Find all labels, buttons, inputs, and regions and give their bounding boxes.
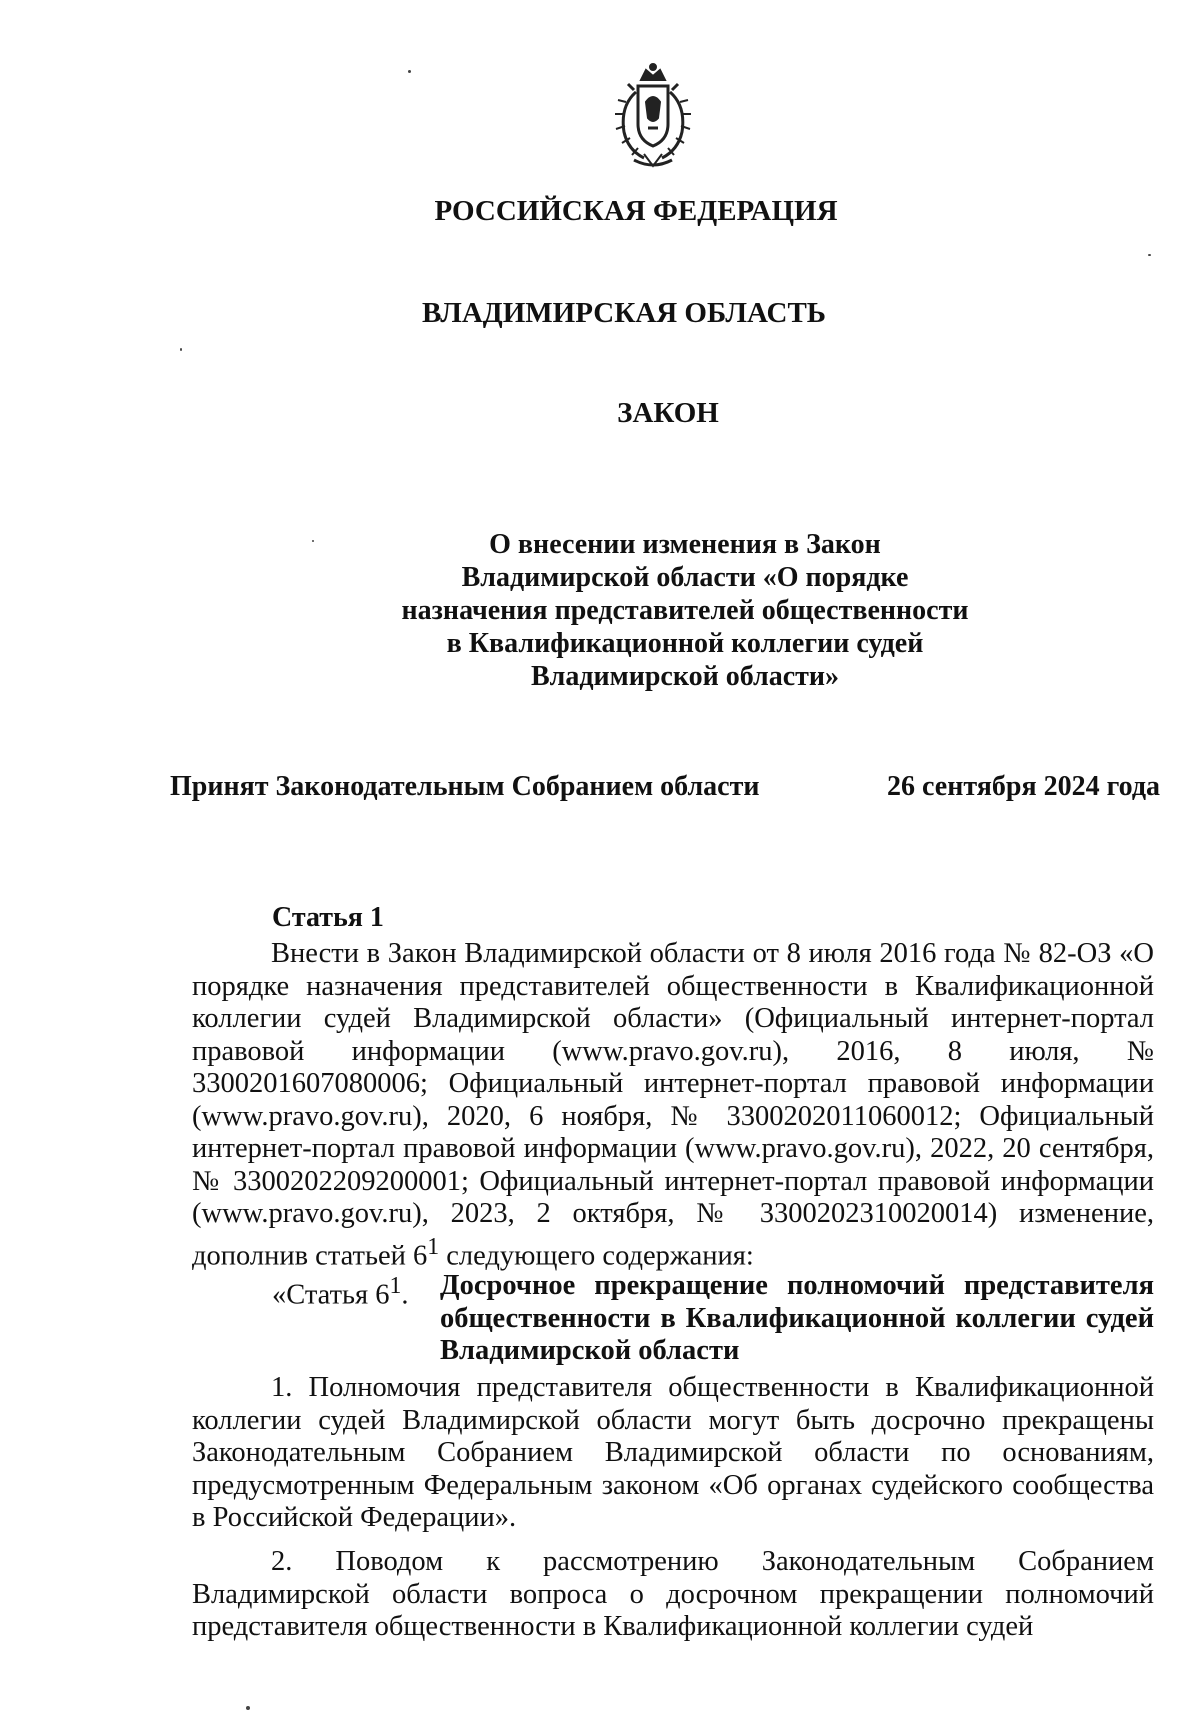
law-title-line: назначения представителей общественности [401, 595, 969, 626]
law-title-line: О внесении изменения в Закон [489, 529, 881, 560]
scan-speck [312, 540, 314, 542]
article-1-text [192, 938, 1154, 1273]
article-6-1-lead [272, 1270, 409, 1312]
paragraph-2-text: 2. Поводом к рассмотрению Законодательным Собранием Владимирской области вопроса о досрочном прекращении полномочий представителя общественности в Квалификационной коллегии судей [192, 1546, 1154, 1642]
article-1-heading: Статья 1 [272, 902, 384, 933]
scan-speck [246, 1706, 250, 1710]
law-title-line: Владимирской области «О порядке [461, 562, 909, 593]
scan-speck [1148, 254, 1151, 256]
adoption-label: Принят Законодательным Собранием области [170, 771, 760, 802]
paragraph-1-text: 1. Полномочия представителя общественности в Квалификационной коллегии судей Владимирской области могут быть досрочно прекращены Законодательным Собранием Владимирской области по основаниям, предусмотренным Федеральным законом «Об органах судейского сообщества в Российской Федерации». [192, 1372, 1154, 1533]
scan-speck [180, 348, 182, 351]
coat-of-arms-icon [608, 62, 698, 172]
article-1-text-main: Внести в Закон Владимирской области от 8 июля 2016 года № 82-ОЗ «О порядке назначения представителей общественности в Квалификационной коллегии судей Владимирской области» (Официальный интернет-портал правовой информации (www.pravo.gov.ru), 2016, 8 июля, № 3300201607080006; Официальный интернет-портал правовой информации (www.pravo.gov.ru), 2020, 6 ноября, № 3300202011060012; Официальный интернет-портал правовой информации (www.pravo.gov.ru), 2022, 20 сентября, № 3300202209200001; Официальный интернет-портал правовой информации (www.pravo.gov.ru), 2023, 2 октября, № 3300202310020014) изменение, дополнив статьей 6 [192, 938, 1154, 1271]
article-6-1-superscript: 1 [389, 1273, 402, 1299]
scan-speck [408, 70, 411, 73]
law-title-line: в Квалификационной коллегии судей [446, 628, 924, 659]
article-1-body [192, 938, 1154, 1273]
header-region: ВЛАДИМИРСКАЯ ОБЛАСТЬ [422, 297, 826, 329]
header-country: РОССИЙСКАЯ ФЕДЕРАЦИЯ [434, 195, 838, 227]
article-1-text-end: следующего содержания: [439, 1240, 754, 1271]
law-title [300, 528, 1070, 693]
article-6-1-title: Досрочное прекращение полномочий представителя общественности в Квалификационной коллегии судей Владимирской области [440, 1270, 1154, 1366]
article-6-1-lead-end: . [401, 1279, 409, 1311]
paragraph-1 [192, 1372, 1154, 1535]
paragraph-2 [192, 1546, 1154, 1644]
article-6-1-heading [272, 1270, 1154, 1368]
adoption-date: 26 сентября 2024 года [887, 771, 1160, 802]
law-title-line: Владимирской области» [530, 661, 840, 692]
article-1-superscript: 1 [427, 1233, 440, 1260]
header-doc-type: ЗАКОН [617, 397, 719, 429]
article-6-1-lead-text: «Статья 6 [272, 1279, 390, 1311]
